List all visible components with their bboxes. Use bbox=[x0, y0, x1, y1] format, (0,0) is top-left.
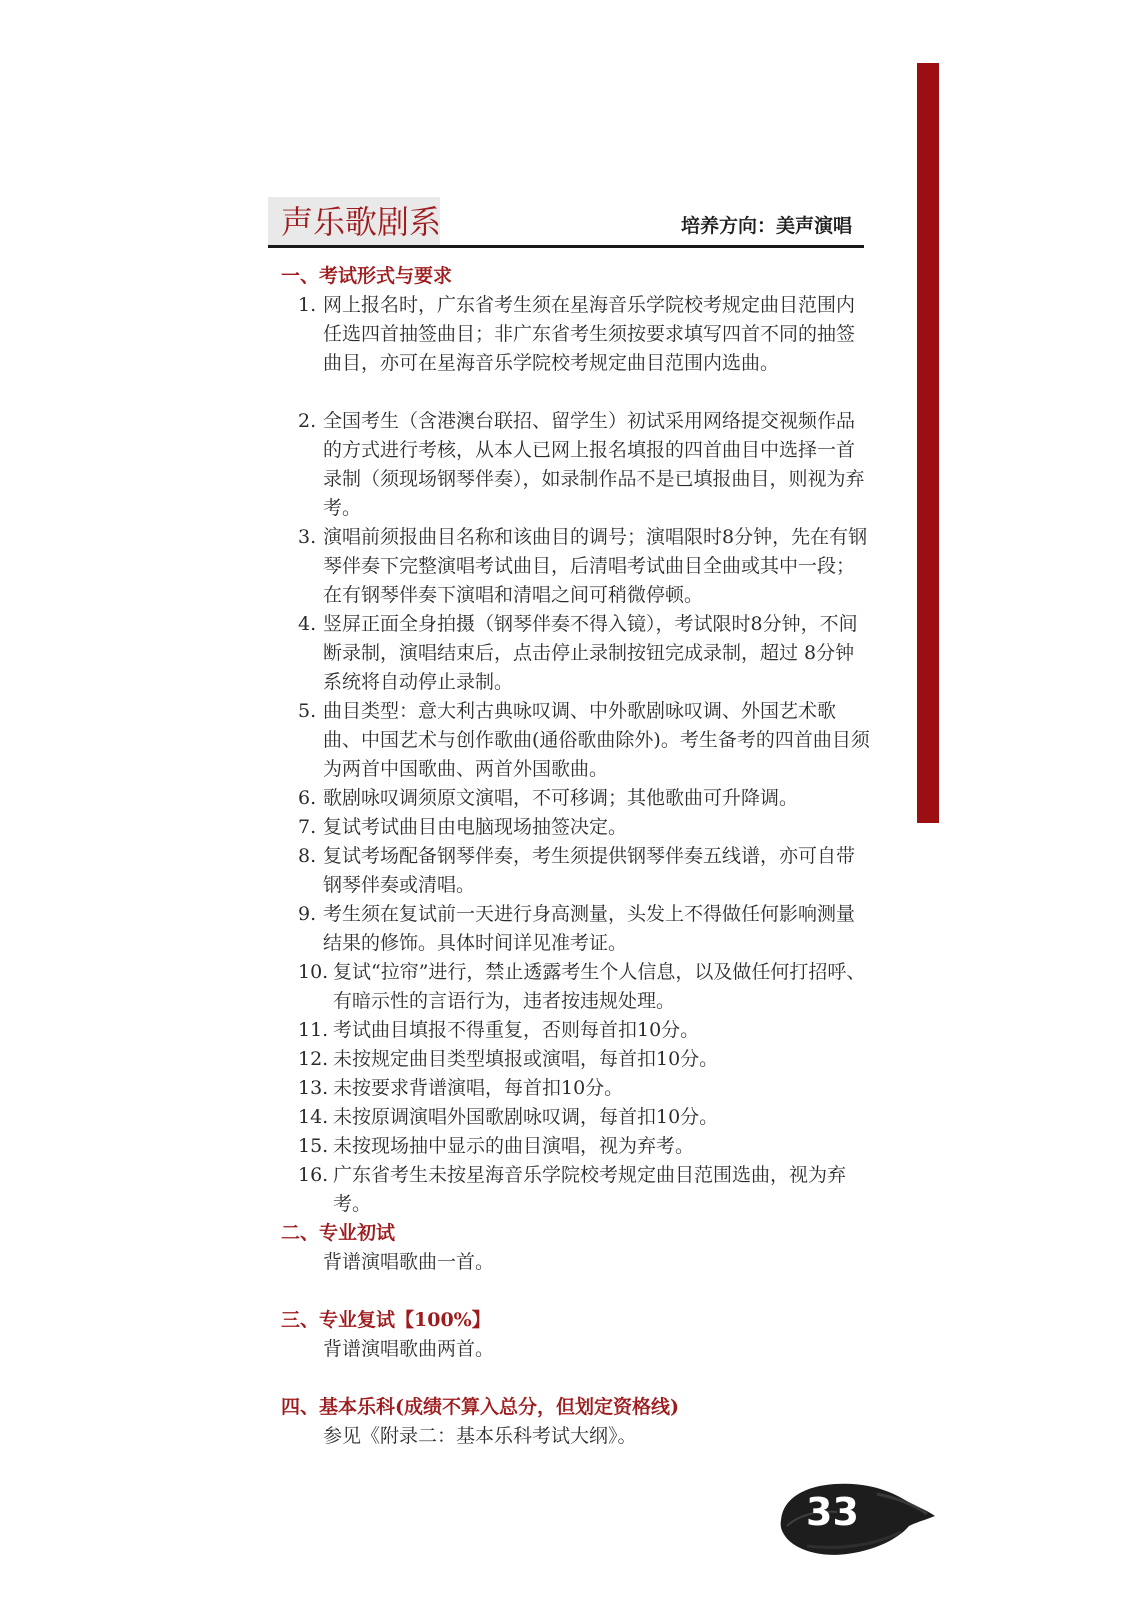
training-direction: 培养方向：美声演唱 bbox=[680, 215, 852, 237]
section-body-basic-theory: 参见《附录二：基本乐科考试大纲》。 bbox=[323, 1425, 637, 1447]
item-number: 10. bbox=[298, 961, 329, 983]
item-text: 考试曲目填报不得重复，否则每首扣10分。 bbox=[333, 1019, 700, 1041]
item-text: 网上报名时，广东省考生须在星海音乐学院校考规定曲目范围内任选四首抽签曲目；非广东省考生须按要求填写四首不同的抽签曲目，亦可在星海音乐学院校考规定曲目范围内选曲。 bbox=[323, 294, 856, 374]
section-title-basic-theory: 四、基本乐科(成绩不算入总分，但划定资格线) bbox=[281, 1396, 679, 1418]
item-number: 15. bbox=[298, 1135, 329, 1157]
item-text: 竖屏正面全身拍摄（钢琴伴奏不得入镜），考试限时8分钟，不间断录制，演唱结束后，点击停止录制按钮完成录制，超过 8分钟系统将自动停止录制。 bbox=[323, 613, 858, 693]
item-text: 演唱前须报曲目名称和该曲目的调号；演唱限时8分钟，先在有钢琴伴奏下完整演唱考试曲目，后清唱考试曲目全曲或其中一段；在有钢琴伴奏下演唱和清唱之间可稍微停顿。 bbox=[323, 526, 868, 606]
main-content bbox=[281, 262, 871, 1451]
list-item bbox=[281, 842, 871, 900]
section-body-retest: 背谱演唱歌曲两首。 bbox=[323, 1338, 495, 1360]
list-item bbox=[281, 1132, 871, 1161]
list-item bbox=[281, 813, 871, 842]
list-item bbox=[281, 697, 871, 784]
section-body-preliminary: 背谱演唱歌曲一首。 bbox=[323, 1251, 495, 1273]
item-number: 6. bbox=[298, 787, 317, 809]
item-text: 曲目类型：意大利古典咏叹调、中外歌剧咏叹调、外国艺术歌曲、中国艺术与创作歌曲(通俗歌曲除外)。考生备考的四首曲目须为两首中国歌曲、两首外国歌曲。 bbox=[323, 700, 870, 780]
item-text: 未按现场抽中显示的曲目演唱，视为弃考。 bbox=[333, 1135, 695, 1157]
list-item bbox=[281, 1045, 871, 1074]
list-item bbox=[281, 610, 871, 697]
item-number: 3. bbox=[298, 526, 317, 548]
item-text: 未按规定曲目类型填报或演唱，每首扣10分。 bbox=[333, 1048, 719, 1070]
header-divider bbox=[268, 245, 864, 248]
item-number: 16. bbox=[298, 1164, 329, 1186]
item-text: 广东省考生未按星海音乐学院校考规定曲目范围选曲，视为弃考。 bbox=[333, 1164, 847, 1215]
list-item bbox=[281, 523, 871, 610]
section-title-retest: 三、专业复试【100%】 bbox=[281, 1309, 491, 1331]
item-number: 12. bbox=[298, 1048, 329, 1070]
list-item bbox=[281, 958, 871, 1016]
item-number: 13. bbox=[298, 1077, 329, 1099]
item-text: 复试“拉帘”进行，禁止透露考生个人信息，以及做任何打招呼、有暗示性的言语行为，违者按违规处理。 bbox=[333, 961, 866, 1012]
item-number: 5. bbox=[298, 700, 317, 722]
side-accent-bar bbox=[917, 63, 939, 823]
item-number: 11. bbox=[298, 1019, 329, 1041]
item-number: 4. bbox=[298, 613, 317, 635]
item-text: 复试考场配备钢琴伴奏，考生须提供钢琴伴奏五线谱，亦可自带钢琴伴奏或清唱。 bbox=[323, 845, 856, 896]
list-item bbox=[281, 1161, 871, 1219]
list-item bbox=[281, 407, 871, 523]
section-title-exam-format: 一、考试形式与要求 bbox=[281, 265, 453, 287]
item-number: 14. bbox=[298, 1106, 329, 1128]
item-text: 复试考试曲目由电脑现场抽签决定。 bbox=[323, 816, 628, 838]
item-number: 9. bbox=[298, 903, 317, 925]
section-title-preliminary: 二、专业初试 bbox=[281, 1222, 396, 1244]
page-number: 33 bbox=[806, 1490, 859, 1534]
item-number: 2. bbox=[298, 410, 317, 432]
list-item bbox=[281, 291, 871, 407]
item-text: 全国考生（含港澳台联招、留学生）初试采用网络提交视频作品的方式进行考核，从本人已网上报名填报的四首曲目中选择一首录制（须现场钢琴伴奏），如录制作品不是已填报曲目，则视为弃考。 bbox=[323, 410, 865, 519]
item-number: 8. bbox=[298, 845, 317, 867]
item-number: 1. bbox=[298, 294, 317, 316]
item-text: 歌剧咏叹调须原文演唱，不可移调；其他歌曲可升降调。 bbox=[323, 787, 799, 809]
list-item bbox=[281, 784, 871, 813]
item-text: 未按原调演唱外国歌剧咏叹调，每首扣10分。 bbox=[333, 1106, 719, 1128]
list-item bbox=[281, 1074, 871, 1103]
item-text: 考生须在复试前一天进行身高测量，头发上不得做任何影响测量结果的修饰。具体时间详见准考证。 bbox=[323, 903, 856, 954]
item-number: 7. bbox=[298, 816, 317, 838]
item-text: 未按要求背谱演唱，每首扣10分。 bbox=[333, 1077, 624, 1099]
list-item bbox=[281, 900, 871, 958]
list-item bbox=[281, 1016, 871, 1045]
list-item bbox=[281, 1103, 871, 1132]
department-title: 声乐歌剧系 bbox=[281, 203, 442, 241]
